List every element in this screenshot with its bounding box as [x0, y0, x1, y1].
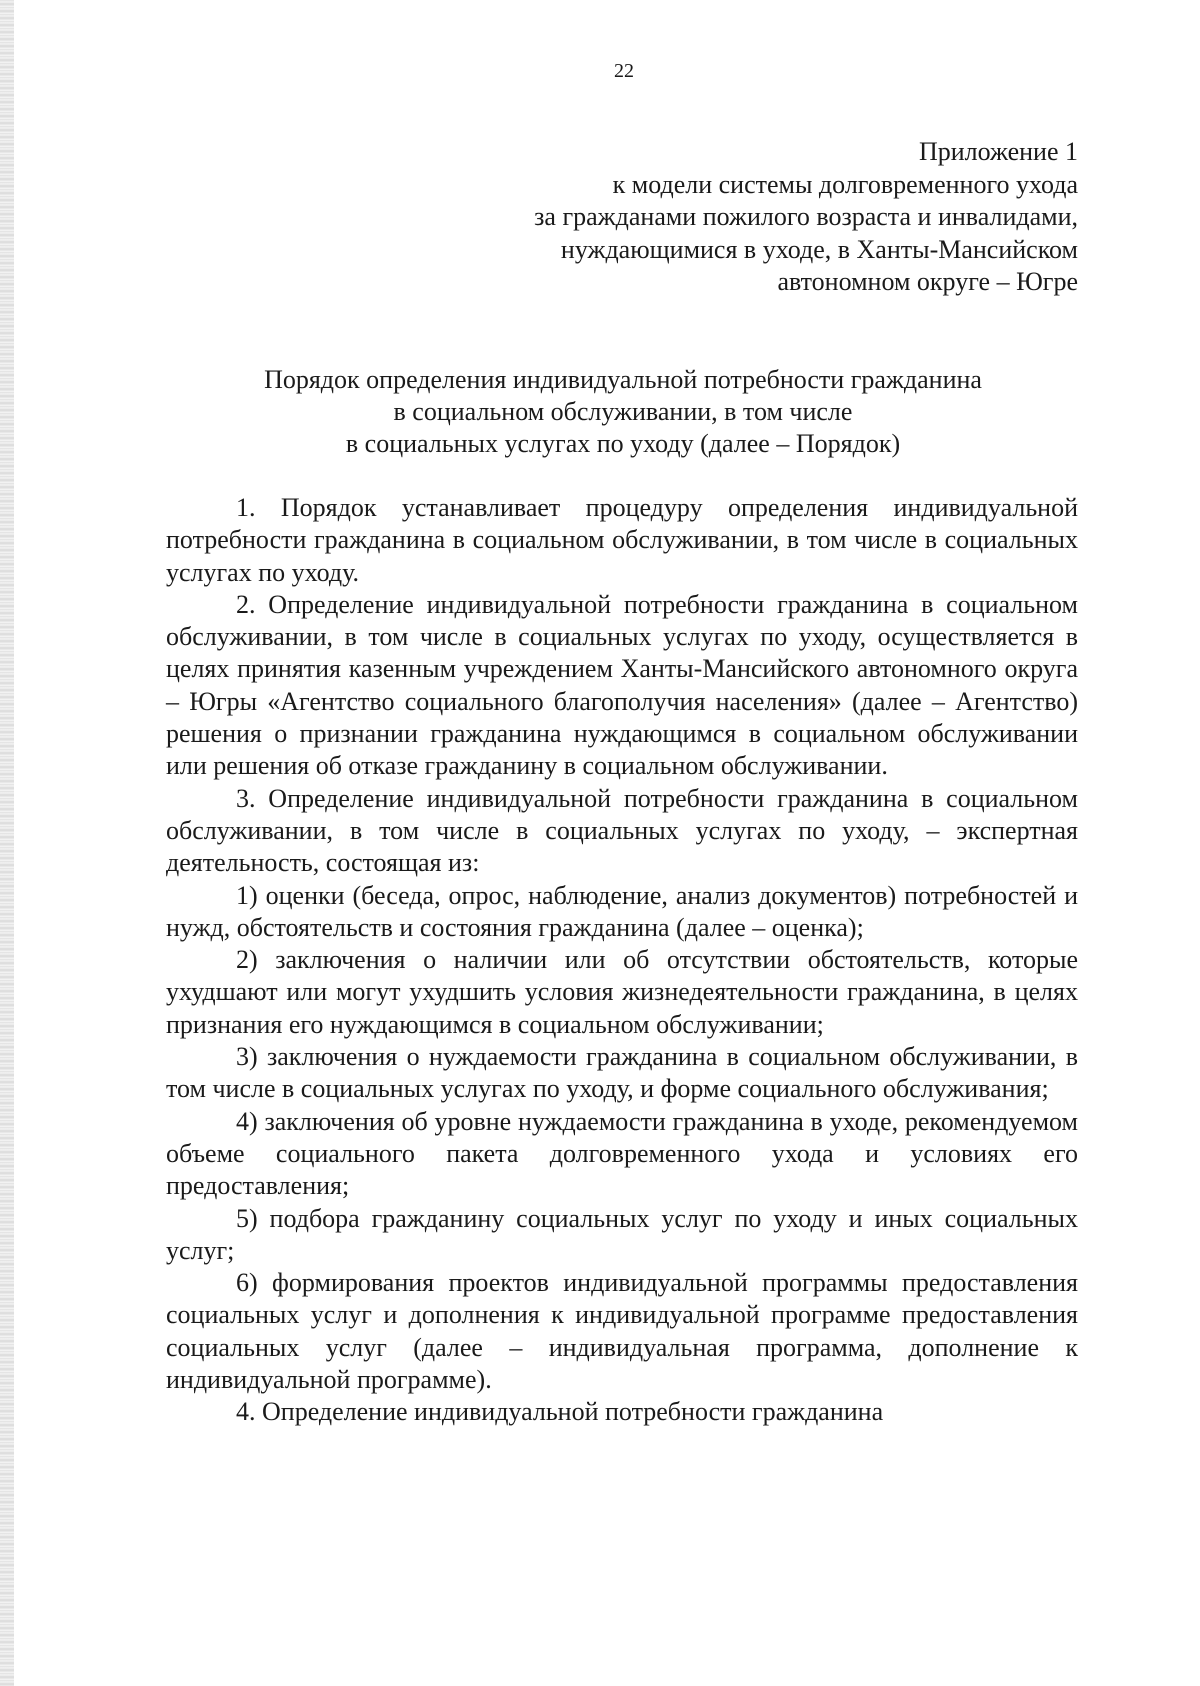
- list-item-4: 4) заключения об уровне нуждаемости гражданина в уходе, рекомендуемом объеме социального пакета долговременного ухода и условиях его предоставления;: [166, 1106, 1078, 1201]
- scan-edge: [0, 0, 14, 1686]
- appendix-line: к модели системы долговременного ухода: [612, 169, 1078, 199]
- paragraph-4: 4. Определение индивидуальной потребности гражданина: [236, 1397, 884, 1427]
- appendix-line: Приложение 1: [918, 137, 1078, 166]
- paragraph-1: 1. Порядок устанавливает процедуру определения индивидуальной потребности гражданина в социальном обслуживании, в том числе в социальных услугах по уходу.: [166, 493, 1078, 587]
- paragraph-2: 2. Определение индивидуальной потребности гражданина в социальном обслуживании, в том числе в социальных услугах по уходу, осуществляется в целях принятия казенным учреждением Ханты-Мансийского автономного округа – Югры «Агентство социального благополучия населения» (далее – Агентство) решения о признании гражданина нуждающимся в социальном обслуживании или решения об отказе гражданину в социальном обслуживании.: [166, 589, 1078, 781]
- list-item-3: 3) заключения о нуждаемости гражданина в социальном обслуживании, в том числе в социальных услугах по уходу, и форме социального обслуживания;: [166, 1042, 1078, 1104]
- appendix-line: за гражданами пожилого возраста и инвалидами,: [534, 202, 1078, 231]
- title-line: Порядок определения индивидуальной потребности гражданина: [264, 365, 982, 394]
- appendix-line: нуждающимися в уходе, в Ханты-Мансийском: [560, 234, 1078, 264]
- paragraph-3: 3. Определение индивидуальной потребности гражданина в социальном обслуживании, в том числе в социальных услугах по уходу, – экспертная деятельность, состоящая из:: [166, 783, 1078, 878]
- list-item-5: 5) подбора гражданину социальных услуг по уходу и иных социальных услуг;: [166, 1203, 1078, 1265]
- title-line: в социальном обслуживании, в том числе: [393, 397, 853, 426]
- list-item-2: 2) заключения о наличии или об отсутствии обстоятельств, которые ухудшают или могут ухудшить условия жизнедеятельности гражданина, в целях признания его нуждающимся в социальном обслуживании;: [166, 945, 1078, 1039]
- document-title: [168, 364, 1078, 460]
- page-number: 22: [614, 60, 634, 82]
- title-line: в социальных услугах по уходу (далее – Порядок): [345, 429, 901, 458]
- list-item-1: 1) оценки (беседа, опрос, наблюдение, анализ документов) потребностей и нужд, обстоятельств и состояния гражданина (далее – оценка);: [166, 880, 1078, 942]
- appendix-header: [534, 136, 1078, 299]
- appendix-line: автономном округе – Югре: [777, 267, 1078, 296]
- list-item-6: 6) формирования проектов индивидуальной программы предоставления социальных услуг и дополнения к индивидуальной программе предоставления социальных услуг (далее – индивидуальная программа, дополнение к индивидуальной программе).: [166, 1268, 1078, 1395]
- document-body: [166, 492, 1078, 1429]
